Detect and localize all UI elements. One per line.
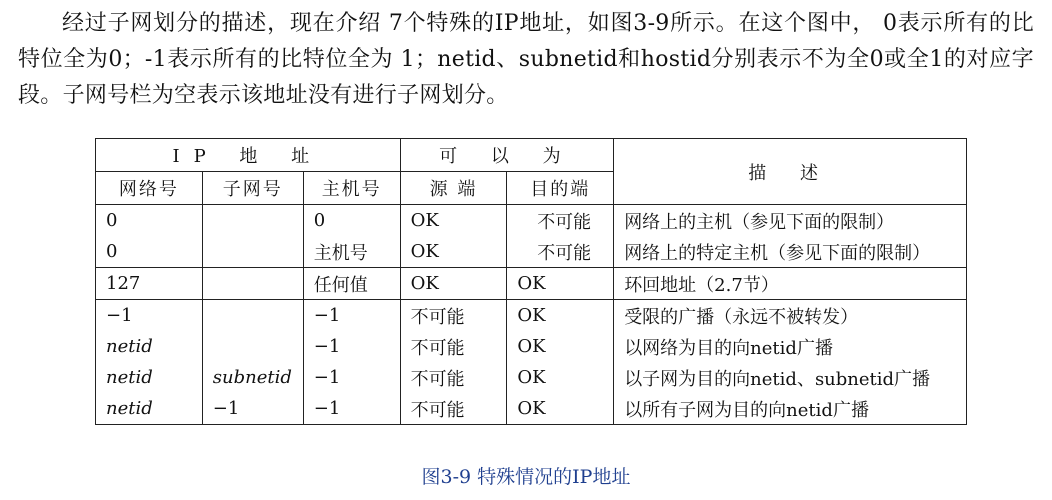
cell-subnet — [202, 331, 303, 362]
cell-source: 不可能 — [400, 331, 507, 362]
cell-destination: 不可能 — [507, 205, 614, 237]
cell-host: 任何值 — [303, 268, 400, 300]
cell-description: 以子网为目的向netid、subnetid广播 — [614, 362, 967, 393]
cell-subnet — [202, 236, 303, 268]
cell-host: 0 — [303, 205, 400, 237]
cell-network: netid — [96, 362, 203, 393]
header-source: 源 端 — [400, 172, 507, 205]
cell-destination: OK — [507, 331, 614, 362]
cell-description: 网络上的主机（参见下面的限制） — [614, 205, 967, 237]
cell-source: OK — [400, 268, 507, 300]
cell-source: 不可能 — [400, 393, 507, 425]
cell-network: netid — [96, 331, 203, 362]
cell-host: 主机号 — [303, 236, 400, 268]
cell-network: 0 — [96, 205, 203, 237]
cell-subnet: subnetid — [202, 362, 303, 393]
cell-host: −1 — [303, 393, 400, 425]
cell-network: 127 — [96, 268, 203, 300]
table-row — [96, 393, 967, 425]
cell-subnet — [202, 268, 303, 300]
cell-host: −1 — [303, 300, 400, 332]
cell-destination: OK — [507, 268, 614, 300]
cell-network: netid — [96, 393, 203, 425]
header-destination: 目的端 — [507, 172, 614, 205]
cell-subnet: −1 — [202, 393, 303, 425]
cell-destination: 不可能 — [507, 236, 614, 268]
header-ip-address: IP 地 址 — [96, 139, 401, 172]
header-can-be: 可 以 为 — [400, 139, 614, 172]
cell-host: −1 — [303, 362, 400, 393]
cell-destination: OK — [507, 300, 614, 332]
intro-paragraph: 经过子网划分的描述，现在介绍 7个特殊的IP地址，如图3-9所示。在这个图中， 0表示所有的比特位全为0；-1表示所有的比特位全为 1；netid、subnetid和hostid分别表示不为全0或全1的对应字段。子网号栏为空表示该地址没有进行子网划分。 — [18, 11, 1034, 108]
table-row — [96, 268, 967, 300]
cell-subnet — [202, 205, 303, 237]
cell-source: OK — [400, 236, 507, 268]
cell-network: −1 — [96, 300, 203, 332]
cell-description: 网络上的特定主机（参见下面的限制） — [614, 236, 967, 268]
table-row — [96, 331, 967, 362]
cell-source: 不可能 — [400, 362, 507, 393]
table-row — [96, 300, 967, 332]
cell-description: 以网络为目的向netid广播 — [614, 331, 967, 362]
figure-caption: 图3-9 特殊情况的IP地址 — [421, 466, 631, 488]
cell-network: 0 — [96, 236, 203, 268]
cell-host: −1 — [303, 331, 400, 362]
header-subnet-id: 子网号 — [202, 172, 303, 205]
cell-destination: OK — [507, 393, 614, 425]
table-row — [96, 205, 967, 237]
cell-source: 不可能 — [400, 300, 507, 332]
header-description: 描 述 — [614, 139, 967, 205]
header-host-id: 主机号 — [303, 172, 400, 205]
table-row — [96, 362, 967, 393]
header-network-id: 网络号 — [96, 172, 203, 205]
cell-description: 以所有子网为目的向netid广播 — [614, 393, 967, 425]
table-row — [96, 236, 967, 268]
cell-description: 环回地址（2.7节） — [614, 268, 967, 300]
special-ip-table — [95, 138, 967, 425]
cell-destination: OK — [507, 362, 614, 393]
cell-source: OK — [400, 205, 507, 237]
cell-description: 受限的广播（永远不被转发） — [614, 300, 967, 332]
cell-subnet — [202, 300, 303, 332]
